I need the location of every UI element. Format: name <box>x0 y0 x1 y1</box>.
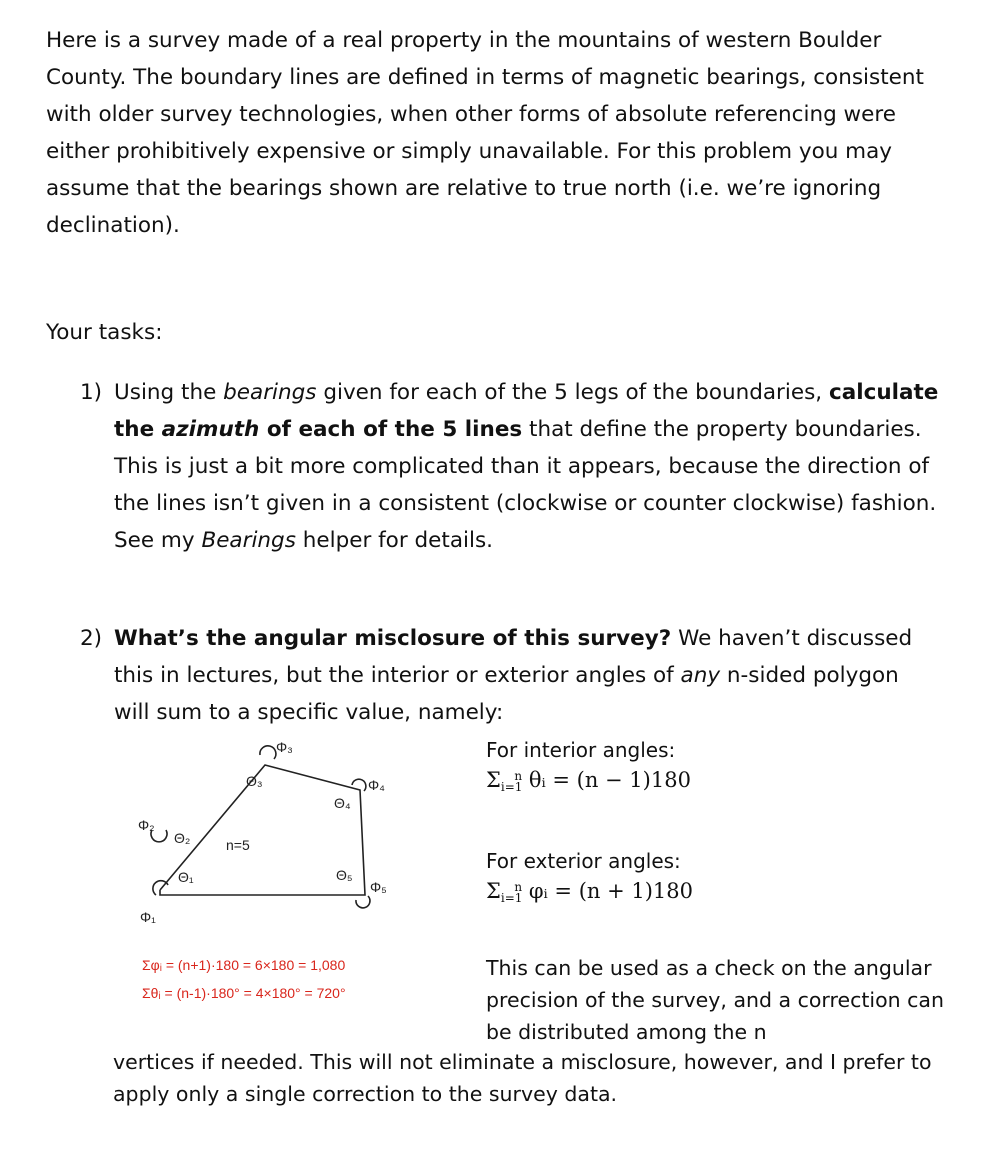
exterior-label: For exterior angles: <box>486 849 681 873</box>
interior-angle-formula <box>486 735 691 798</box>
interior-label: For interior angles: <box>486 738 676 762</box>
task-2-text: What’s the angular misclosure of this survey? We haven’t discussed this in lectures, but the interior or exterior angles of any n-sided polygon will sum to a specific value, namely: <box>114 626 913 725</box>
sum-theta-note: Σθᵢ = (n-1)·180° = 4×180° = 720° <box>142 985 346 1001</box>
tasks-heading: Your tasks: <box>46 320 163 345</box>
phi3-label: Φ₃ <box>276 739 293 755</box>
interior-equation: $\Sigma i=1^n$ θᵢ = (n − 1)180 <box>486 768 691 794</box>
phi5-label: Φ₅ <box>370 879 387 895</box>
exterior-angle-formula <box>486 846 693 909</box>
task-1-text: Using the bearings given for each of the 5 legs of the boundaries, calculate the azimuth of each of the 5 lines that define the property boundaries. This is just a bit more complicated than it appears, because the direction of the lines isn’t given in a consistent (clockwise or counter clockwise) fashion. See my Bearings helper for details. <box>114 380 939 553</box>
intro-paragraph: Here is a survey made of a real property in the mountains of western Boulder County. The boundary lines are defined in terms of magnetic bearings, consistent with older survey technologies, when other forms of absolute referencing were either prohibitively expensive or simply unavailable. For this problem you may assume that the bearings shown are relative to true north (i.e. we’re ignoring declination). <box>46 28 924 238</box>
n-label: n=5 <box>226 837 250 853</box>
theta3-label: Θ₃ <box>246 773 263 789</box>
check-paragraph: This can be used as a check on the angular precision of the survey, and a correction can be distributed among the n <box>486 956 944 1044</box>
polygon-sketch <box>130 730 470 1030</box>
exterior-equation: $\Sigma i=1^n$ φᵢ = (n + 1)180 <box>486 879 693 905</box>
phi1-label: Φ₁ <box>140 909 156 925</box>
phi2-label: Φ₂ <box>138 817 155 833</box>
task-2-number: 2) <box>80 626 103 651</box>
task-1-number: 1) <box>80 380 103 405</box>
theta5-label: Θ₅ <box>336 867 353 883</box>
task-1 <box>80 374 940 559</box>
theta2-label: Θ₂ <box>174 830 191 846</box>
phi4-label: Φ₄ <box>368 777 385 793</box>
task-2 <box>80 620 940 731</box>
theta1-label: Θ₁ <box>178 869 194 885</box>
theta4-label: Θ₄ <box>334 795 351 811</box>
sum-phi-note: Σφᵢ = (n+1)·180 = 6×180 = 1,080 <box>142 957 346 973</box>
tail-paragraph: vertices if needed. This will not eliminate a misclosure, however, and I prefer to apply only a single correction to the survey data. <box>113 1050 932 1106</box>
